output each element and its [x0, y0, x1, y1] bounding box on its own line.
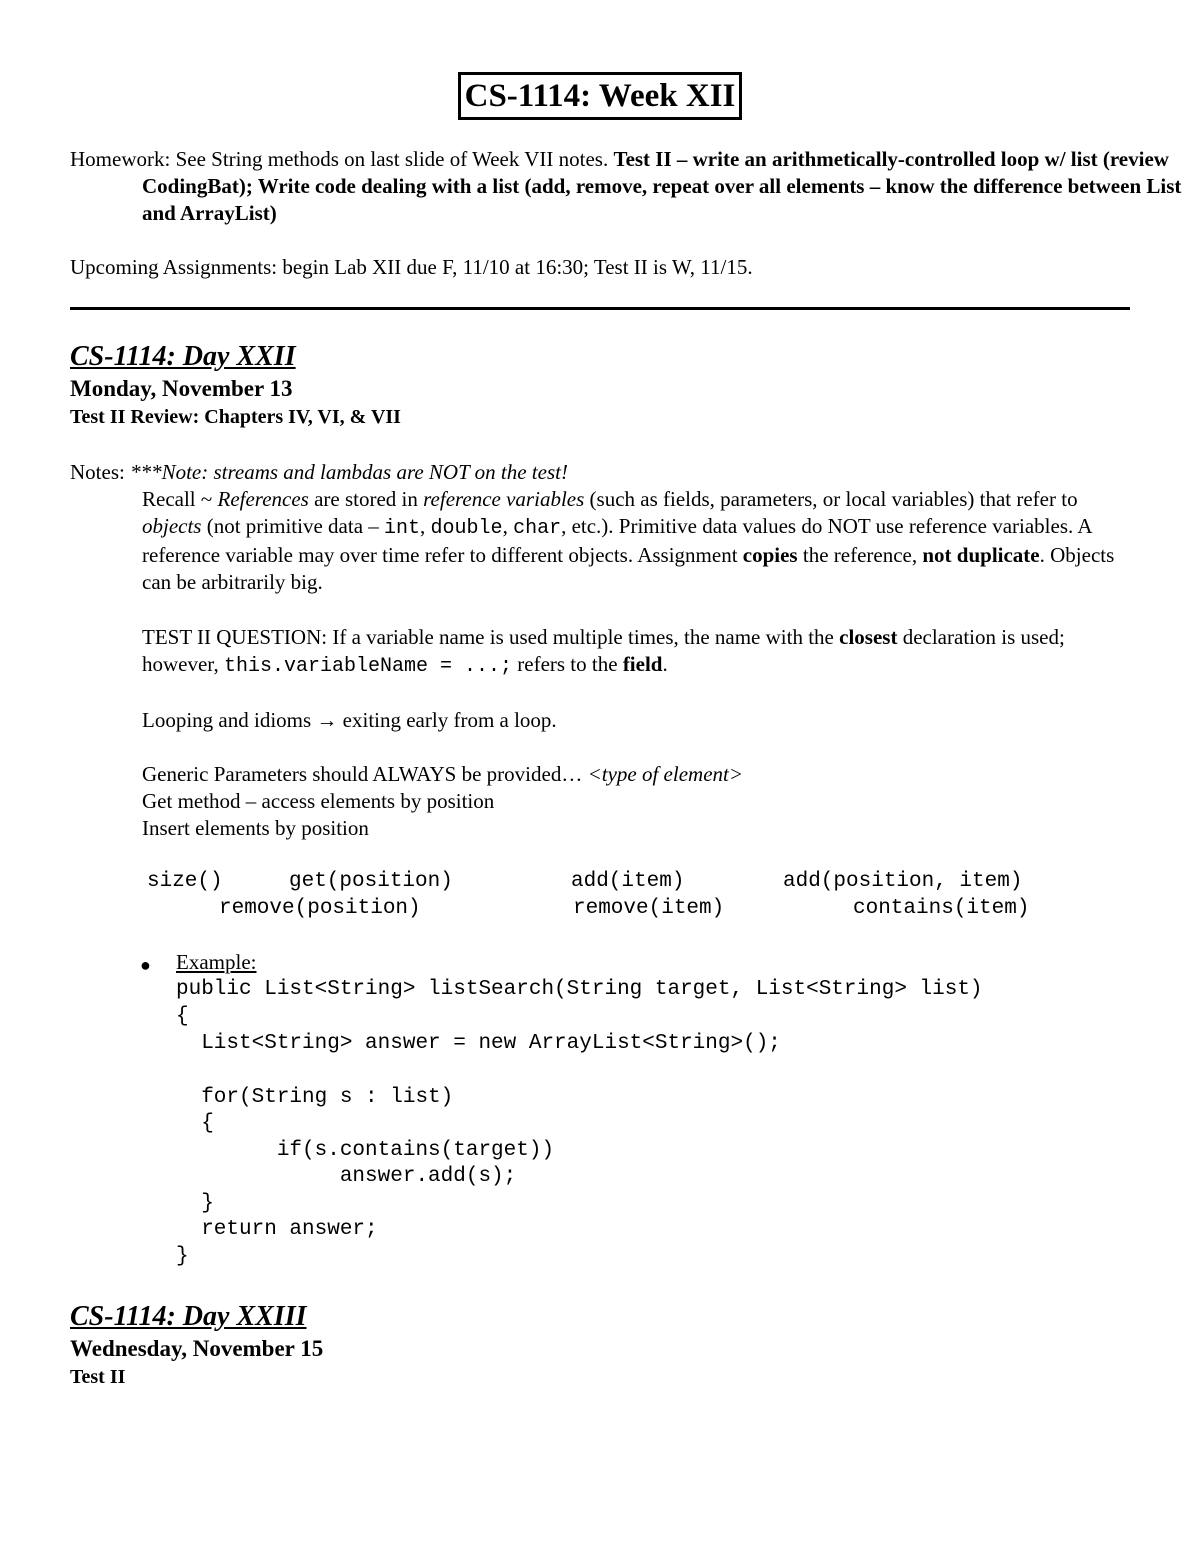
- get-method-line: Get method – access elements by position: [142, 789, 495, 813]
- code-line: return answer;: [176, 1218, 378, 1241]
- code-line: {: [176, 1112, 214, 1135]
- recall-text: . Objects can be arbitrarily big.: [142, 543, 1115, 594]
- day23-section: [70, 1300, 1130, 1390]
- test-question-text: .: [662, 652, 668, 676]
- method-get: get(position): [289, 870, 453, 893]
- test-question-text: refers to the: [512, 652, 623, 676]
- generic-type-of-element: <type of element>: [587, 762, 744, 786]
- day23-title: CS-1114: Day XXIII: [70, 1301, 307, 1332]
- generic-line: [142, 761, 1132, 788]
- recall-objects: objects: [142, 514, 202, 538]
- code-line: }: [176, 1192, 214, 1215]
- code-double: double: [430, 517, 503, 540]
- test-question-text: TEST II QUESTION: If a variable name is used multiple times, the name with the: [142, 625, 840, 649]
- code-char: char: [513, 517, 562, 540]
- day22-date: Monday, November 13: [70, 376, 293, 401]
- code-line: {: [176, 1005, 189, 1028]
- recall-separator: ,: [420, 514, 431, 538]
- method-size: size(): [147, 870, 223, 893]
- test-question-field: field: [622, 652, 663, 676]
- homework-paragraph: [70, 146, 1200, 227]
- recall-reference-variables: reference variables: [423, 487, 585, 511]
- notes-label: Notes:: [70, 460, 125, 484]
- generic-text: Generic Parameters should ALWAYS be provided…: [142, 762, 588, 786]
- method-add-item: add(item): [571, 870, 685, 893]
- looping-line: Looping and idioms → exiting early from a loop.: [142, 708, 557, 732]
- code-line: List<String> answer = new ArrayList<String>();: [176, 1032, 781, 1055]
- method-remove-position: remove(position): [219, 897, 421, 920]
- recall-copies: copies: [742, 543, 798, 567]
- recall-not-duplicate: not duplicate: [922, 543, 1040, 567]
- section-divider: [70, 307, 1130, 310]
- test-question-text: declaration is used; however,: [142, 625, 1065, 676]
- code-line: if(s.contains(target)): [176, 1139, 555, 1162]
- day22-subtitle: Test II Review: Chapters IV, VI, & VII: [70, 406, 401, 428]
- homework-bold-text: Test II – write an arithmetically-controlled loop w/ list (review CodingBat); Write code dealing with a list (add, remove, repeat over all elements – know the difference between List and ArrayList): [142, 147, 1182, 225]
- recall-paragraph: [142, 486, 1132, 596]
- notes-label-line: [70, 459, 1130, 486]
- page-title: CS-1114: Week XII: [458, 72, 743, 120]
- notes-star-note: ***Note: streams and lambdas are NOT on the test!: [124, 460, 568, 484]
- day23-subtitle: Test II: [70, 1366, 126, 1388]
- recall-references: References: [217, 487, 309, 511]
- recall-text: , etc.). Primitive data values do NOT use reference variables. A reference variable may over time refer to different objects. Assignment: [142, 514, 1092, 567]
- code-int: int: [384, 517, 421, 540]
- test-question-paragraph: [142, 624, 1132, 680]
- method-remove-item: remove(item): [573, 897, 725, 920]
- day22-title: CS-1114: Day XXII: [70, 341, 296, 372]
- title-container: [0, 72, 1200, 120]
- recall-text: Recall ~: [142, 487, 218, 511]
- day22-section: [70, 340, 1130, 430]
- upcoming-assignments: Upcoming Assignments: begin Lab XII due F, 11/10 at 16:30; Test II is W, 11/15.: [70, 255, 753, 279]
- code-line: }: [176, 1245, 189, 1268]
- example-label: Example:: [176, 950, 257, 974]
- code-this-variable: this.variableName = ...;: [223, 655, 513, 678]
- insert-line: Insert elements by position: [142, 816, 369, 840]
- recall-text: are stored in: [308, 487, 424, 511]
- recall-text: (such as fields, parameters, or local variables) that refer to: [584, 487, 1078, 511]
- recall-text: the reference,: [797, 543, 923, 567]
- code-line: public List<String> listSearch(String target, List<String> list): [176, 978, 983, 1001]
- homework-label: Homework:: [70, 147, 171, 171]
- recall-separator: ,: [502, 514, 514, 538]
- test-question-closest: closest: [839, 625, 898, 649]
- day23-date: Wednesday, November 15: [70, 1336, 324, 1361]
- recall-text: (not primitive data –: [201, 514, 385, 538]
- bullet-icon: ●: [140, 955, 151, 975]
- code-line: for(String s : list): [176, 1086, 454, 1109]
- code-line: answer.add(s);: [176, 1165, 517, 1188]
- method-contains: contains(item): [853, 897, 1030, 920]
- method-add-position-item: add(position, item): [783, 870, 1023, 893]
- homework-text: See String methods on last slide of Week VII notes.: [170, 147, 614, 171]
